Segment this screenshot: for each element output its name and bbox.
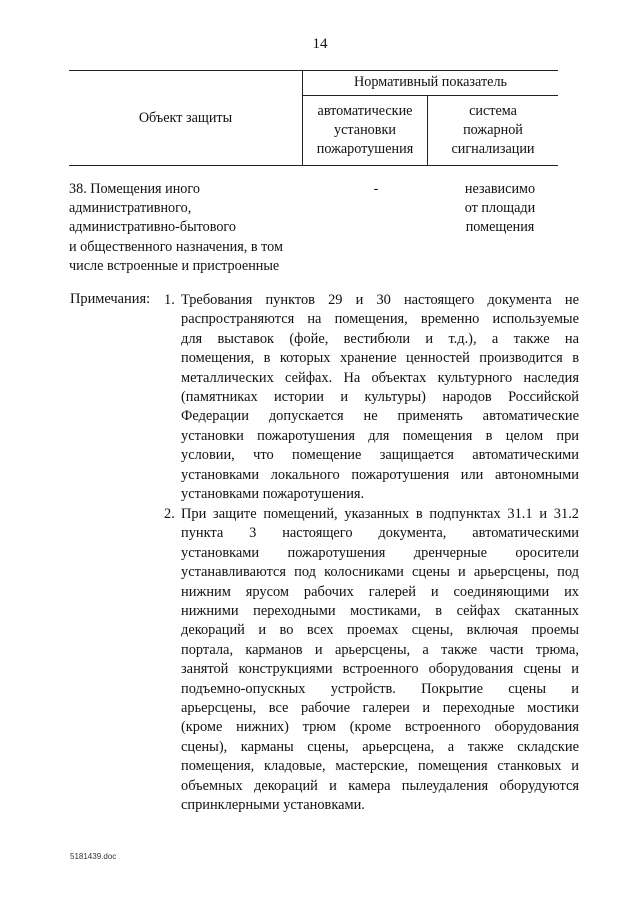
row-object-line: и общественного назначения, в том (69, 238, 283, 255)
note-line: пункта 3 настоящего документа, автоматическими (181, 525, 579, 542)
page-number: 14 (312, 36, 328, 52)
note-line: установками локального пожаротушения или автономными (181, 466, 579, 483)
header-auto-line: автоматические (317, 102, 413, 119)
header-alarm-line: система (469, 102, 517, 119)
note-number: 1. (164, 292, 175, 308)
note-line: нижним ярусом рабочих галерей и соединяющими их (181, 583, 579, 600)
header-auto-line: пожаротушения (316, 140, 414, 157)
note-text-1 (181, 291, 579, 504)
header-normative-indicator: Нормативный показатель (303, 71, 559, 96)
note-line: (кроме нижних) трюм (кроме встроенного оборудования (181, 719, 579, 736)
note-text-2 (181, 505, 579, 816)
note-line: занятой конструкциями встроенного оборудования сцены и (181, 661, 579, 678)
note-line: спринклерными установками. (181, 797, 365, 814)
header-auto-line: установки (334, 121, 396, 138)
note-line: устанавливаются под колосниками сцены и арьерсцены, под (181, 564, 579, 581)
table-row-auto-value: - (373, 181, 379, 197)
note-line: декораций и во всех проемах сцены, включая проемы (181, 622, 579, 639)
note-line: установками пожаротушения. (181, 486, 365, 503)
note-line: установки пожаротушения для помещения в целом при (181, 427, 579, 444)
note-line: металлических сейфах. На объектах культурного наследия (181, 369, 579, 386)
table-row-alarm-value (452, 180, 548, 238)
note-line: установками пожаротушения дренчерные оросители (181, 544, 579, 561)
row-object-line: 38. Помещения иного (69, 181, 200, 197)
row-alarm-line: помещения (465, 219, 535, 236)
table-row-object (69, 180, 319, 276)
row-object-line: числе встроенные и пристроенные (69, 257, 280, 274)
header-fire-alarm (428, 95, 559, 165)
note-line: подъемно-опускных устройств. Покрытие сцены и (181, 680, 579, 697)
note-line: распространяются на помещения, временно используемые (181, 311, 579, 328)
note-line: (памятниках истории и культуры) народов Российской (181, 389, 579, 406)
row-alarm-line: от площади (464, 200, 536, 217)
header-alarm-line: пожарной (463, 121, 523, 138)
note-line: Федерации допускается не применять автоматические (181, 408, 579, 425)
footer-filename: 5181439.doc (70, 852, 117, 861)
note-line: условии, что помещение защищается автоматическими (181, 447, 579, 464)
note-line: арьерсцены, все рабочие галереи и переходные мостики (181, 700, 579, 717)
header-alarm-line: сигнализации (451, 140, 535, 157)
norms-table (69, 70, 558, 166)
note-line: для выставок (фойе, вестибюли и т.д.), а также на (181, 330, 579, 347)
header-object-protection: Объект защиты (69, 71, 303, 166)
notes-label: Примечания: (70, 291, 151, 307)
note-line: сцены), карманы сцены, арьерсцена, а также складские (181, 738, 579, 755)
note-number: 2. (164, 506, 175, 522)
row-object-line: административного, (69, 200, 192, 217)
row-object-line: административно-бытового (69, 219, 236, 236)
note-line: нижними переходными мостиками, в сейфах скатанных (181, 603, 579, 620)
note-line: При защите помещений, указанных в подпунктах 31.1 и 31.2 (181, 506, 579, 522)
note-line: объемных декораций и камера пылеудаления оборудуются (181, 777, 579, 794)
row-alarm-line: независимо (464, 181, 536, 197)
note-line: помещения, кладовые, мастерские, помещения станковых и (181, 758, 579, 775)
note-line: портала, карманов и арьерсцены, а также части трюма, (181, 641, 579, 658)
note-line: Требования пунктов 29 и 30 настоящего документа не (181, 292, 579, 308)
header-auto-extinguishing (303, 95, 428, 165)
note-line: помещения, в которых хранение ценностей производится в (181, 350, 579, 367)
